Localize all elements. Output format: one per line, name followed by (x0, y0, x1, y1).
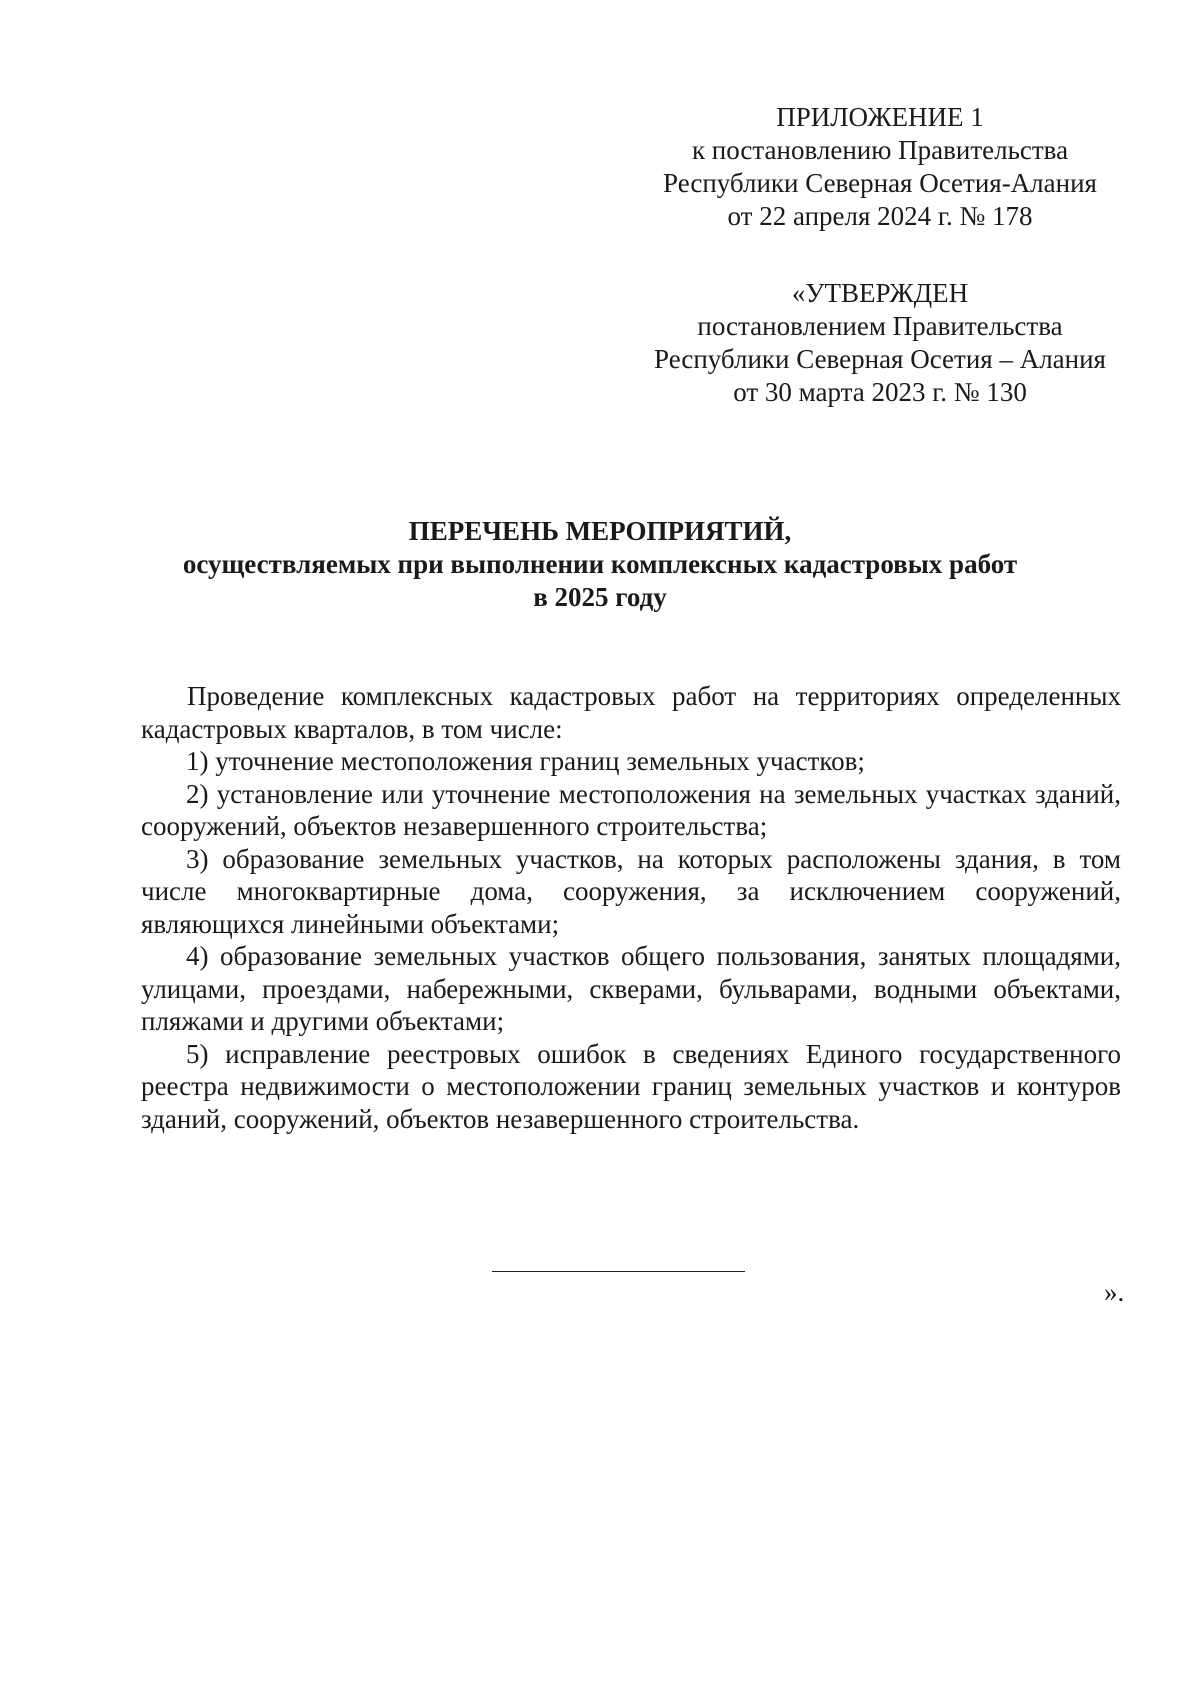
list-item-2: 2) установление или уточнение местоположения на земельных участках зданий, сооружений, объектов незавершенного строительства; (141, 778, 1121, 841)
list-item-3: 3) образование земельных участков, на которых расположены здания, в том числе многоквартирные дома, сооружения, за исключением сооружений, являющихся линейными объектами; (141, 843, 1121, 939)
appendix-reference: к постановлению Правительства (691, 135, 1069, 165)
document-title (140, 515, 1060, 614)
approval-heading: «УТВЕРЖДЕН (791, 278, 969, 308)
list-item-1: 1) уточнение местоположения границ земельных участков; (186, 746, 865, 776)
list-item-5: 5) исправление реестровых ошибок в сведениях Единого государственного реестра недвижимости о местоположении границ земельных участков и контуров зданий, сооружений, объектов незавершенного строительства. (141, 1038, 1121, 1134)
list-item-4: 4) образование земельных участков общего пользования, занятых площадями, улицами, проездами, набережными, скверами, бульварами, водными объектами, пляжами и другими объектами; (141, 941, 1121, 1036)
title-main: ПЕРЕЧЕНЬ МЕРОПРИЯТИЙ, (408, 516, 792, 546)
appendix-republic: Республики Северная Осетия-Алания (663, 168, 1097, 198)
document-body (141, 680, 1121, 1135)
closing-divider (492, 1271, 745, 1272)
appendix-number: ПРИЛОЖЕНИЕ 1 (776, 102, 984, 132)
appendix-header (650, 101, 1110, 233)
approval-republic: Республики Северная Осетия – Алания (654, 344, 1106, 374)
title-year: в 2025 году (533, 582, 667, 612)
intro-paragraph: Проведение комплексных кадастровых работ на территориях определенных кадастровых кварталов, в том числе: (141, 681, 1121, 744)
closing-quote: ». (1104, 1277, 1125, 1307)
approval-reference: постановлением Правительства (697, 311, 1063, 341)
appendix-date-number: от 22 апреля 2024 г. № 178 (727, 201, 1033, 231)
approval-date-number: от 30 марта 2023 г. № 130 (733, 377, 1027, 407)
title-subtitle: осуществляемых при выполнении комплексных кадастровых работ (182, 549, 1018, 579)
approval-stamp (640, 277, 1120, 409)
